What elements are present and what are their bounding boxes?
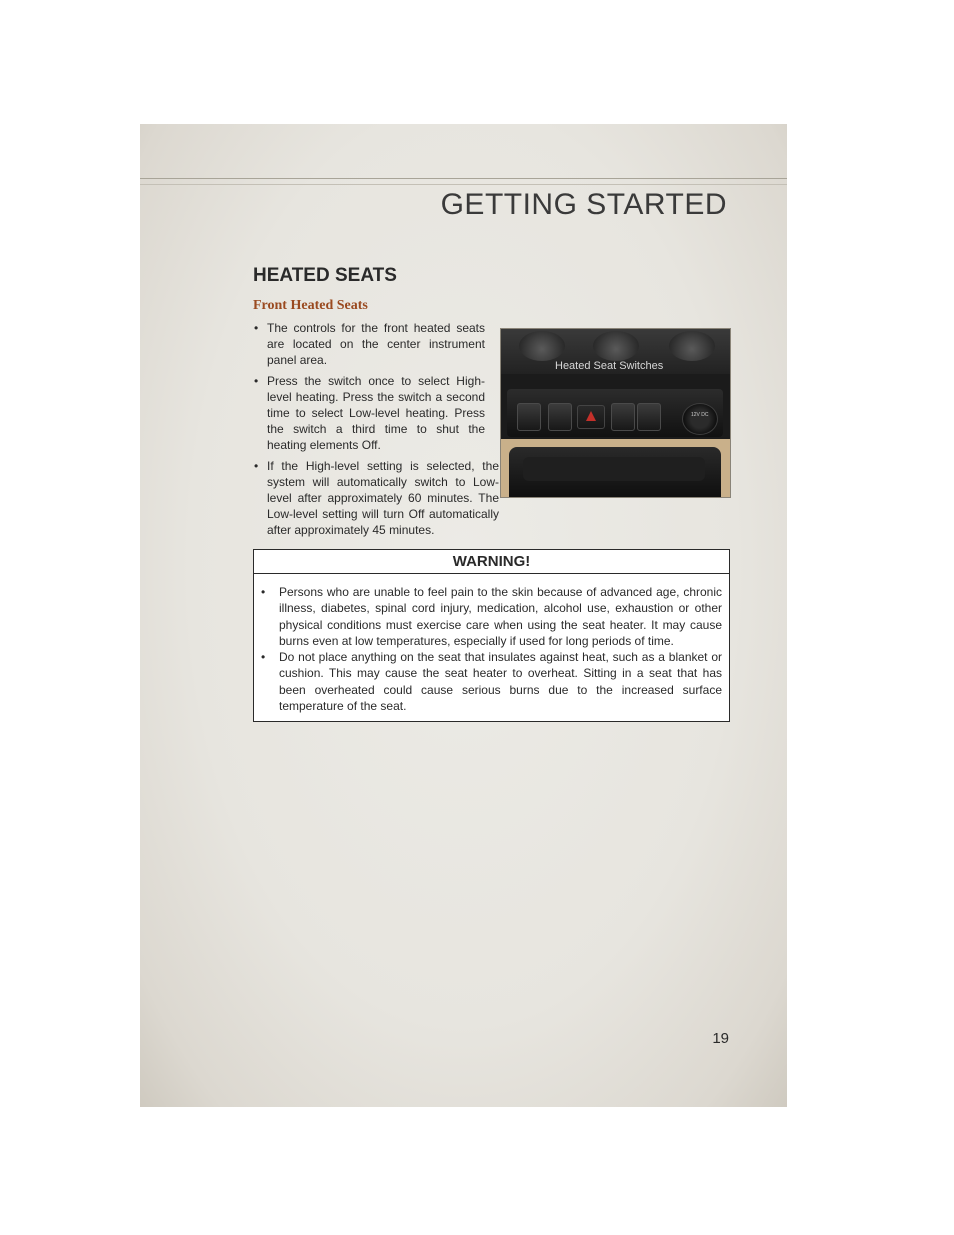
subheading: Front Heated Seats <box>253 298 368 313</box>
photo-caption: Heated Seat Switches <box>555 360 664 372</box>
power-outlet-label: 12V DC <box>691 412 709 418</box>
warning-item <box>261 584 722 649</box>
warning-box <box>253 549 730 722</box>
list-item-text: Press the switch once to select High-level heating. Press the switch a second time to select Low-level heating. Press the switch a third time to shut the heating elements Off. <box>267 374 485 452</box>
heated-seat-switches-photo <box>500 328 731 498</box>
climate-knob-icon <box>519 331 565 361</box>
page-number: 19 <box>712 1030 729 1047</box>
passenger-heated-seat-switch-icon <box>637 403 661 431</box>
instruction-list <box>253 320 499 543</box>
blank-switch-icon <box>611 403 635 431</box>
list-item-text: If the High-level setting is selected, the system will automatically switch to Low-level after approximately 60 minutes. The Low-level setting will turn Off automatically after approximately 45 minutes. <box>267 459 499 537</box>
bullet-icon: • <box>254 374 259 388</box>
warning-list <box>254 574 729 714</box>
section-title: GETTING STARTED <box>440 188 727 221</box>
climate-knob-icon <box>593 331 639 361</box>
page-heading: HEATED SEATS <box>253 265 397 286</box>
power-outlet-icon <box>682 403 718 435</box>
bullet-icon: • <box>261 585 266 599</box>
list-item <box>253 458 499 538</box>
bullet-icon: • <box>254 459 259 473</box>
warning-item-text: Persons who are unable to feel pain to the skin because of advanced age, chronic illness, diabetes, spinal cord injury, medication, alcohol use, exhaustion or other physical conditions must exercise care when using the seat heater. It may cause burns even at low temperatures, especially if used for long periods of time. <box>279 585 722 648</box>
warning-item <box>261 649 722 714</box>
storage-bin-inner-image <box>523 457 705 481</box>
list-item-text: The controls for the front heated seats are located on the center instrument panel area. <box>267 321 485 367</box>
warning-item-text: Do not place anything on the seat that insulates against heat, such as a blanket or cushion. This may cause the seat heater to overheat. Sitting in a seat that has been overheated could cause serious burns due to the increased surface temperature of the seat. <box>279 650 722 714</box>
bullet-icon: • <box>254 321 259 335</box>
off-switch-icon <box>548 403 572 431</box>
driver-heated-seat-switch-icon <box>517 403 541 431</box>
bullet-icon: • <box>261 650 266 665</box>
list-item <box>253 373 485 453</box>
list-item <box>253 320 485 368</box>
header-rule-secondary <box>140 184 787 185</box>
climate-knob-icon <box>669 331 715 361</box>
hazard-switch-icon <box>577 405 605 429</box>
warning-title: WARNING! <box>254 550 729 574</box>
header-rule <box>140 178 787 179</box>
